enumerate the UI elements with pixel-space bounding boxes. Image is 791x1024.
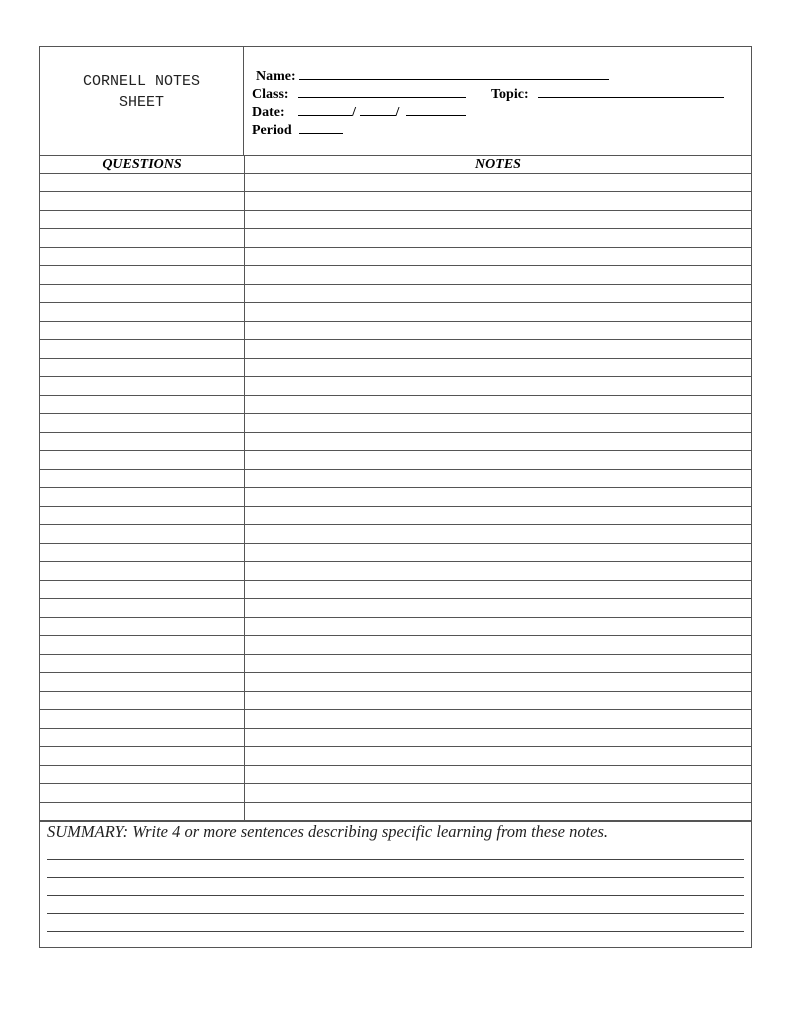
note-row[interactable]	[40, 525, 751, 544]
note-row[interactable]	[40, 692, 751, 711]
date-month-field[interactable]	[298, 102, 352, 116]
title-line-2: SHEET	[118, 94, 164, 111]
topic-field[interactable]	[538, 84, 724, 98]
note-row[interactable]	[40, 488, 751, 507]
note-row[interactable]	[40, 451, 751, 470]
name-label: Name:	[256, 69, 296, 84]
summary-writing-line[interactable]	[47, 877, 744, 878]
questions-header: QUESTIONS	[102, 157, 182, 172]
summary-section	[40, 821, 751, 948]
note-row[interactable]	[40, 636, 751, 655]
name-row	[256, 66, 609, 85]
notes-header: NOTES	[475, 157, 521, 172]
date-row	[252, 102, 466, 121]
note-row[interactable]	[40, 747, 751, 766]
title-line-1: CORNELL NOTES	[82, 73, 201, 90]
note-row[interactable]	[40, 729, 751, 748]
note-row[interactable]	[40, 285, 751, 304]
period-field[interactable]	[299, 120, 343, 134]
note-row[interactable]	[40, 192, 751, 211]
note-row[interactable]	[40, 562, 751, 581]
summary-writing-line[interactable]	[47, 895, 744, 896]
note-row[interactable]	[40, 211, 751, 230]
summary-writing-line[interactable]	[47, 931, 744, 932]
note-row[interactable]	[40, 377, 751, 396]
note-row[interactable]	[40, 303, 751, 322]
note-row[interactable]	[40, 673, 751, 692]
date-label: Date:	[252, 105, 285, 120]
period-row	[252, 120, 343, 139]
date-separator-2: /	[395, 105, 400, 120]
summary-writing-line[interactable]	[47, 859, 744, 860]
note-row[interactable]	[40, 340, 751, 359]
summary-label: SUMMARY: Write 4 or more sentences describing specific learning from these notes.	[47, 822, 609, 841]
note-row[interactable]	[40, 433, 751, 452]
column-divider	[244, 155, 245, 821]
note-row[interactable]	[40, 507, 751, 526]
topic-row	[491, 84, 724, 103]
class-row	[252, 84, 466, 103]
note-row[interactable]	[40, 803, 751, 822]
notes-grid	[40, 155, 751, 821]
note-row[interactable]	[40, 229, 751, 248]
note-row[interactable]	[40, 248, 751, 267]
name-field[interactable]	[299, 66, 609, 80]
note-row[interactable]	[40, 359, 751, 378]
note-row[interactable]	[40, 414, 751, 433]
class-label: Class:	[252, 87, 289, 102]
note-row[interactable]	[40, 266, 751, 285]
note-row[interactable]	[40, 322, 751, 341]
cornell-notes-sheet	[39, 46, 752, 948]
summary-writing-line[interactable]	[47, 913, 744, 914]
note-row[interactable]	[40, 599, 751, 618]
date-year-field[interactable]	[406, 102, 466, 116]
student-info	[245, 47, 751, 155]
note-row[interactable]	[40, 396, 751, 415]
note-row[interactable]	[40, 174, 751, 193]
note-row[interactable]	[40, 470, 751, 489]
note-row[interactable]	[40, 618, 751, 637]
header-section	[40, 47, 751, 156]
note-row[interactable]	[40, 766, 751, 785]
note-row[interactable]	[40, 655, 751, 674]
date-day-field[interactable]	[360, 102, 396, 116]
note-row[interactable]	[40, 784, 751, 803]
topic-label: Topic:	[491, 87, 529, 102]
period-label: Period	[252, 123, 292, 138]
sheet-title	[40, 47, 244, 155]
date-separator-1: /	[352, 105, 357, 120]
note-row[interactable]	[40, 581, 751, 600]
class-field[interactable]	[298, 84, 466, 98]
note-row[interactable]	[40, 544, 751, 563]
note-row[interactable]	[40, 710, 751, 729]
